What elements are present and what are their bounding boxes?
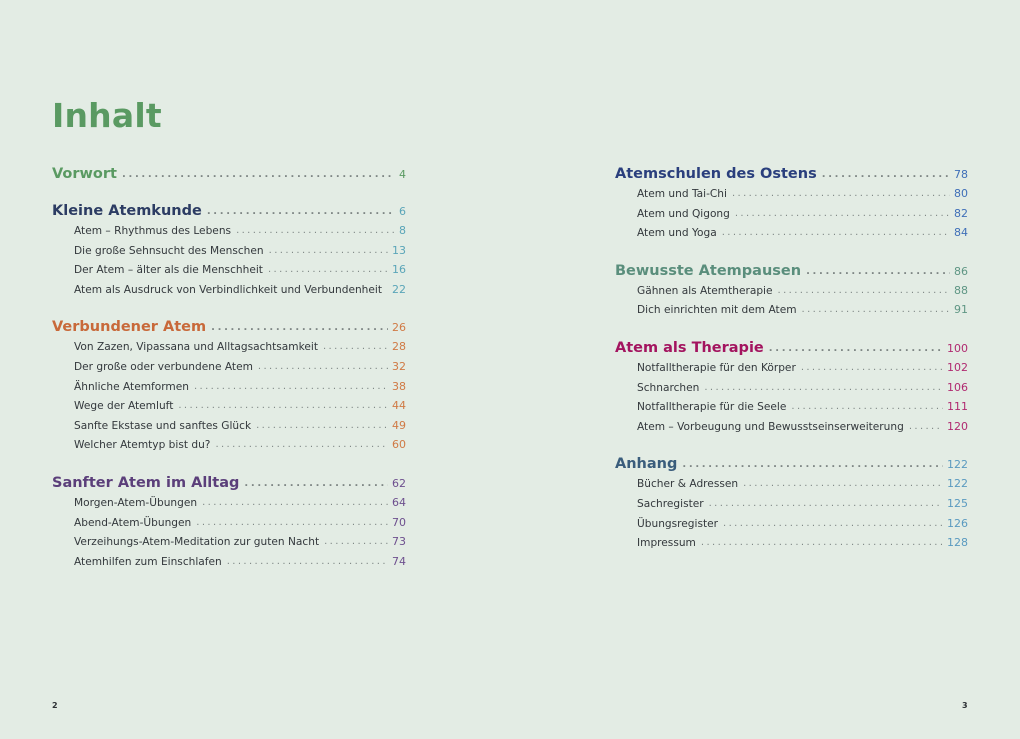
chapter-page-number: 122	[947, 458, 968, 472]
dot-leader	[732, 188, 950, 199]
toc-subentry[interactable]	[615, 381, 968, 401]
subentry-title: Atem – Vorbeugung und Bewusstseinserweiterung	[637, 420, 904, 433]
subentry-title: Abend-Atem-Übungen	[74, 516, 192, 529]
toc-chapter-entry[interactable]	[52, 203, 406, 223]
subentry-title: Von Zazen, Vipassana und Alltagsachtsamkeit	[74, 341, 318, 354]
dot-leader	[236, 225, 395, 236]
subentry-title: Dich einrichten mit dem Atem	[637, 304, 797, 317]
subentry-page-number: 80	[954, 187, 968, 200]
dot-leader	[701, 537, 943, 548]
chapter-title: Atemschulen des Ostens	[615, 166, 817, 182]
subentry-page-number: 22	[392, 282, 406, 296]
subentry-page-number: 111	[947, 400, 968, 414]
subentry-page-number: 125	[947, 496, 968, 510]
dot-leader	[244, 478, 388, 489]
dot-leader	[256, 420, 388, 431]
subentry-title: Übungsregister	[637, 517, 719, 530]
dot-leader	[194, 381, 388, 392]
dot-leader	[735, 208, 950, 219]
toc-subentry[interactable]	[52, 283, 406, 303]
toc-subentry[interactable]	[52, 419, 406, 439]
toc-subentry[interactable]	[52, 224, 406, 244]
dot-leader	[211, 322, 388, 333]
dot-leader	[743, 478, 943, 489]
toc-subentry[interactable]	[615, 477, 968, 497]
subentry-page-number: 13	[392, 243, 406, 257]
dot-leader	[709, 498, 943, 509]
chapter-page-number: 86	[954, 264, 968, 278]
dot-leader	[269, 245, 388, 256]
subentry-title: Morgen-Atem-Übungen	[74, 496, 198, 509]
subentry-title: Impressum	[637, 537, 696, 550]
page-title: Inhalt	[52, 96, 162, 135]
toc-chapter-entry[interactable]	[52, 475, 406, 495]
toc-chapter-entry[interactable]	[615, 456, 968, 476]
subentry-page-number: 84	[954, 226, 968, 240]
subentry-page-number: 60	[392, 438, 406, 452]
dot-leader	[122, 169, 395, 180]
subentry-page-number: 16	[392, 263, 406, 277]
subentry-title: Ähnliche Atemformen	[74, 380, 189, 393]
dot-leader	[202, 497, 388, 508]
dot-leader	[778, 285, 950, 296]
toc-subentry[interactable]	[615, 536, 968, 556]
toc-subentry[interactable]	[52, 380, 406, 400]
dot-leader	[207, 206, 395, 217]
dot-leader	[268, 264, 388, 275]
chapter-page-number: 6	[399, 205, 406, 218]
toc-subentry[interactable]	[52, 360, 406, 380]
subentry-page-number: 106	[947, 380, 968, 394]
toc-subentry[interactable]	[615, 400, 968, 420]
toc-subentry[interactable]	[52, 555, 406, 575]
page-number-right: 3	[962, 701, 968, 710]
subentry-title: Sanfte Ekstase und sanftes Glück	[74, 419, 252, 432]
subentry-title: Atem und Yoga	[637, 227, 717, 240]
toc-subentry[interactable]	[52, 516, 406, 536]
dot-leader	[801, 362, 943, 373]
chapter-title: Verbundener Atem	[52, 319, 207, 336]
dot-leader	[704, 382, 943, 393]
subentry-page-number: 91	[954, 303, 968, 317]
toc-section	[615, 263, 968, 323]
dot-leader	[258, 361, 388, 372]
toc-section	[52, 319, 406, 458]
subentry-title: Gähnen als Atemtherapie	[637, 284, 773, 297]
toc-section	[52, 166, 406, 186]
toc-subentry[interactable]	[52, 535, 406, 555]
subentry-page-number: 44	[392, 399, 406, 413]
subentry-page-number: 128	[947, 536, 968, 550]
subentry-title: Die große Sehnsucht des Menschen	[74, 244, 264, 257]
chapter-page-number: 4	[399, 168, 406, 181]
toc-subentry[interactable]	[615, 226, 968, 246]
toc-subentry[interactable]	[615, 517, 968, 537]
dot-leader	[822, 169, 950, 180]
subentry-title: Wege der Atemluft	[74, 400, 174, 413]
subentry-title: Bücher & Adressen	[637, 478, 739, 491]
subentry-page-number: 64	[392, 495, 406, 509]
toc-subentry[interactable]	[615, 207, 968, 227]
subentry-page-number: 49	[392, 418, 406, 432]
dot-leader	[682, 459, 943, 470]
subentry-page-number: 82	[954, 206, 968, 220]
toc-subentry[interactable]	[52, 438, 406, 458]
dot-leader	[802, 304, 950, 315]
subentry-page-number: 28	[392, 340, 406, 354]
subentry-title: Atemhilfen zum Einschlafen	[74, 555, 222, 568]
dot-leader	[323, 341, 388, 352]
toc-subentry[interactable]	[615, 361, 968, 381]
toc-subentry[interactable]	[615, 303, 968, 323]
dot-leader	[387, 284, 388, 295]
subentry-title: Notfalltherapie für den Körper	[637, 361, 796, 374]
toc-section	[615, 340, 968, 439]
subentry-title: Atem – Rhythmus des Lebens	[74, 225, 232, 237]
toc-subentry[interactable]	[52, 496, 406, 516]
toc-subentry[interactable]	[615, 497, 968, 517]
subentry-page-number: 70	[392, 515, 406, 529]
subentry-title: Sachregister	[637, 497, 704, 510]
toc-subentry[interactable]	[52, 244, 406, 264]
toc-subentry[interactable]	[52, 399, 406, 419]
toc-chapter-entry[interactable]	[52, 166, 406, 186]
subentry-page-number: 73	[392, 535, 406, 549]
subentry-title: Atem und Tai-Chi	[637, 188, 727, 200]
toc-chapter-entry[interactable]	[52, 319, 406, 339]
dot-leader	[722, 227, 950, 238]
dot-leader	[791, 401, 943, 412]
subentry-page-number: 8	[399, 224, 406, 237]
dot-leader	[324, 536, 388, 547]
subentry-title: Welcher Atemtyp bist du?	[74, 439, 211, 452]
dot-leader	[806, 266, 950, 277]
chapter-page-number: 78	[954, 168, 968, 181]
toc-chapter-entry[interactable]	[615, 263, 968, 283]
subentry-page-number: 74	[392, 554, 406, 568]
subentry-page-number: 38	[392, 379, 406, 393]
subentry-title: Schnarchen	[637, 381, 700, 394]
toc-subentry[interactable]	[615, 284, 968, 304]
chapter-page-number: 100	[947, 341, 968, 355]
chapter-title: Anhang	[615, 456, 678, 473]
toc-subentry[interactable]	[615, 187, 968, 207]
dot-leader	[909, 421, 943, 432]
toc-section	[52, 203, 406, 302]
subentry-page-number: 126	[947, 516, 968, 530]
chapter-page-number: 62	[392, 476, 406, 490]
dot-leader	[769, 343, 943, 354]
chapter-title: Sanfter Atem im Alltag	[52, 474, 240, 491]
subentry-page-number: 88	[954, 283, 968, 297]
chapter-title: Atem als Therapie	[615, 339, 764, 356]
subentry-title: Notfalltherapie für die Seele	[637, 401, 787, 414]
subentry-page-number: 102	[947, 360, 968, 374]
subentry-title: Der große oder verbundene Atem	[74, 360, 253, 373]
chapter-title: Kleine Atemkunde	[52, 203, 202, 219]
subentry-title: Atem und Qigong	[637, 207, 730, 220]
toc-section	[615, 456, 968, 555]
toc-chapter-entry[interactable]	[615, 166, 968, 186]
subentry-page-number: 32	[392, 359, 406, 373]
chapter-title: Bewusste Atempausen	[615, 262, 802, 279]
subentry-title: Der Atem – älter als die Menschheit	[74, 264, 263, 277]
dot-leader	[227, 556, 388, 567]
toc-subentry[interactable]	[615, 420, 968, 440]
subentry-title: Atem als Ausdruck von Verbindlichkeit und Verbundenheit	[74, 283, 382, 296]
toc-section	[615, 166, 968, 246]
dot-leader	[723, 518, 943, 529]
dot-leader	[178, 400, 388, 411]
chapter-page-number: 26	[392, 321, 406, 335]
toc-subentry[interactable]	[52, 340, 406, 360]
toc-left-column	[52, 166, 406, 591]
subentry-page-number: 120	[947, 419, 968, 433]
subentry-page-number: 122	[947, 477, 968, 491]
page-number-left: 2	[52, 701, 58, 710]
dot-leader	[196, 517, 388, 528]
toc-chapter-entry[interactable]	[615, 340, 968, 360]
toc-subentry[interactable]	[52, 263, 406, 283]
toc-section	[52, 475, 406, 574]
toc-right-column	[615, 166, 968, 573]
dot-leader	[215, 439, 388, 450]
subentry-title: Verzeihungs-Atem-Meditation zur guten Nacht	[74, 536, 320, 549]
chapter-title: Vorwort	[52, 166, 117, 182]
